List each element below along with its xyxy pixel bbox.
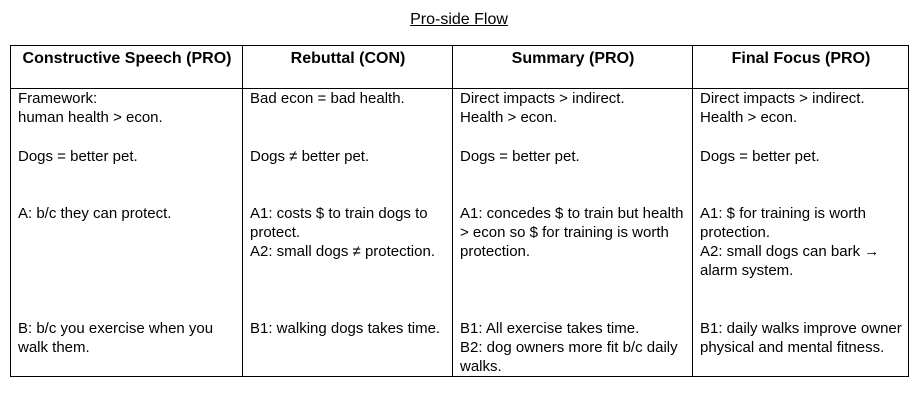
table-row (11, 89, 909, 148)
cell-line: Bad econ = bad health. (250, 90, 405, 107)
column-header-summary: Summary (PRO) (453, 46, 693, 89)
table-cell (11, 319, 243, 377)
table-cell (453, 319, 693, 377)
cell-line: A1: costs $ to train dogs to protect. (250, 205, 428, 241)
cell-line: A1: $ for training is worth protection. (700, 205, 866, 241)
table-row (11, 147, 909, 204)
cell-line: Framework: (18, 90, 98, 107)
cell-line: Health > econ. (700, 109, 798, 126)
table-cell (453, 204, 693, 319)
cell-line: Health > econ. (460, 109, 558, 126)
table-cell (11, 204, 243, 319)
table-cell (11, 147, 243, 204)
table-cell (693, 89, 909, 148)
table-cell (243, 147, 453, 204)
cell-line: A2: small dogs can bark → alarm system. (700, 243, 880, 279)
header-row (11, 46, 909, 89)
table-cell (693, 204, 909, 319)
table-cell (693, 147, 909, 204)
table-cell (243, 319, 453, 377)
cell-line: A: b/c they can protect. (18, 205, 172, 222)
cell-line: A1: concedes $ to train but health > econ so $ for training is worth protection. (460, 205, 684, 260)
column-header-constructive: Constructive Speech (PRO) (11, 46, 243, 89)
cell-line: B: b/c you exercise when you walk them. (18, 320, 214, 356)
cell-line: B1: All exercise takes time. (460, 320, 640, 337)
column-header-final-focus: Final Focus (PRO) (693, 46, 909, 89)
table-cell (453, 89, 693, 148)
cell-line: Direct impacts > indirect. (700, 90, 865, 107)
cell-line: B1: daily walks improve owner physical and mental fitness. (700, 320, 902, 356)
table-cell (243, 89, 453, 148)
column-header-rebuttal: Rebuttal (CON) (243, 46, 453, 89)
page-title: Pro-side Flow (410, 11, 508, 28)
table-row (11, 319, 909, 377)
table-cell (243, 204, 453, 319)
cell-line: human health > econ. (18, 109, 163, 126)
cell-line: Dogs = better pet. (700, 148, 820, 165)
flow-table (10, 45, 909, 377)
table-cell (693, 319, 909, 377)
table-cell (453, 147, 693, 204)
cell-line: Dogs = better pet. (18, 148, 138, 165)
cell-line: B1: walking dogs takes time. (250, 320, 441, 337)
cell-line: A2: small dogs ≠ protection. (250, 243, 435, 260)
table-cell (11, 89, 243, 148)
cell-line: Dogs = better pet. (460, 148, 580, 165)
table-row (11, 204, 909, 319)
cell-line: Dogs ≠ better pet. (250, 148, 370, 165)
cell-line: Direct impacts > indirect. (460, 90, 625, 107)
cell-line: B2: dog owners more fit b/c daily walks. (460, 339, 678, 375)
